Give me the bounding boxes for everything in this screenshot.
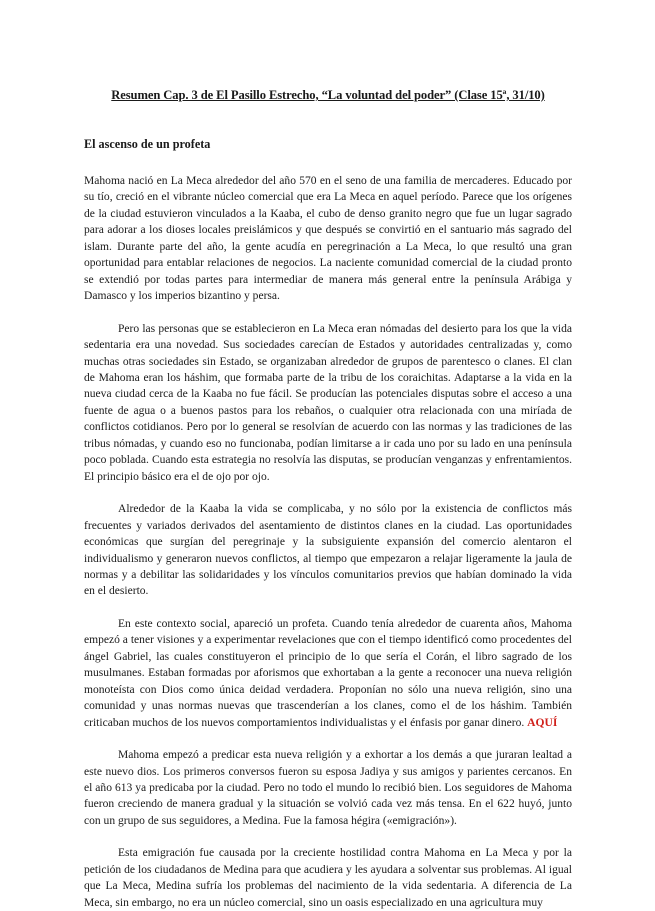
paragraph-5: Mahoma empezó a predicar esta nueva religión y a exhortar a los demás a que juraran lealtad a este nuevo dios. Los primeros conversos fueron su esposa Jadiya y sus amigos y parientes cercanos. En el año 613 ya predicaba por la ciudad. Pero no todo el mundo lo recibió bien. Los seguidores de Mahoma fueron creciendo de manera gradual y la situación se volvió cada vez más tensa. En el 622 huyó, junto con un grupo de sus seguidores, a Medina. Fue la famosa hégira («emigración»). [84,749,572,827]
paragraph-6: Esta emigración fue causada por la creciente hostilidad contra Mahoma en La Meca y por la petición de los ciudadanos de Medina para que acudiera y les ayudara a solventar sus problemas. Al igual que La Meca, Medina sufría los problemas del nacimiento de la vida sedentaria. A diferencia de La Meca, sin embargo, no era un núcleo comercial, sino un oasis especializado en una agricultura muy [84,847,572,909]
document-body [84,87,572,911]
paragraph-1: Mahoma nació en La Meca alrededor del año 570 en el seno de una familia de mercaderes. Educado por su tío, creció en el vibrante núcleo comercial que era La Meca en aquel período. Parece que los orígenes de la ciudad estuvieron vinculados a la Kaaba, el cubo de denso granito negro que fue un lugar sagrado para adorar a los dioses locales preislámicos y que después se convirtió en el santuario más sagrado del islam. Durante parte del año, la gente acudía en peregrinación a La Meca, lo que resultó una gran oportunidad para entablar relaciones de negocios. La naciente comunidad comercial de la ciudad pronto se extendió por todas partes para intermediar de manera más general entre la península Arábiga y Damasco y los imperios bizantino y persa. [84,175,572,303]
section-heading: El ascenso de un profeta [84,137,211,151]
paragraph-2: Pero las personas que se establecieron en La Meca eran nómadas del desierto para los que la vida sedentaria era una novedad. Sus sociedades carecían de Estados y autoridades centralizadas y, como muchas otras sociedades sin Estado, se organizaban alrededor de grupos de parentesco o clanes. El clan de Mahoma eran los háshim, que formaba parte de la tribu de los coraichitas. Adaptarse a la vida en la nueva ciudad cerca de la Kaaba no fue fácil. Se producían las potenciales disputas sobre el acceso a una fuente de agua o a buenos pastos para los rebaños, o cualquier otra relacionada con una miríada de conflictos cotidianos. Pero por lo general se resolvían de acuerdo con las normas y las tradiciones de las tribus nómadas, y cuando eso no funcionaba, podían limitarse a ir cada uno por su lado en una península poco poblada. Cuando esta estrategia no resolvía las disputas, se producían venganzas y enfrentamientos. El principio básico era el de ojo por ojo. [84,322,572,483]
paragraph-3: Alrededor de la Kaaba la vida se complicaba, y no sólo por la existencia de conflictos más frecuentes y variados derivados del asentamiento de distintos clanes en la ciudad. Las oportunidades económicas que surgían del peregrinaje y la subsiguiente expansión del comercio alentaron el individualismo y generaron nuevos conflictos, al tiempo que empezaron a relajar ligeramente la jaula de normas y a debilitar las solidaridades y los vínculos comunitarios previos que habían dominado la vida en el desierto. [84,503,572,598]
aqui-marker: AQUÍ [527,716,558,729]
paragraph-4 [84,616,572,731]
document-title: Resumen Cap. 3 de El Pasillo Estrecho, “La voluntad del poder” (Clase 15ª, 31/10) [111,88,545,102]
paragraph-4-text: En este contexto social, apareció un profeta. Cuando tenía alrededor de cuarenta años, Mahoma empezó a tener visiones y a experimentar revelaciones que con el tiempo identificó como procedentes del ángel Gabriel, las cuales constituyeron el principio de lo que sería el Corán, el libro sagrado de los musulmanes. Estaban formadas por aforismos que exhortaban a la gente a reconocer una nueva religión monoteísta con Dios como única deidad verdadera. Proponían no sólo una nueva religión, sino una comunidad y unas normas nuevas que trascenderían a los clanes, como el de los háshim. También criticaban muchos de los nuevos comportamientos individualistas y el énfasis por ganar dinero. [84,617,572,729]
